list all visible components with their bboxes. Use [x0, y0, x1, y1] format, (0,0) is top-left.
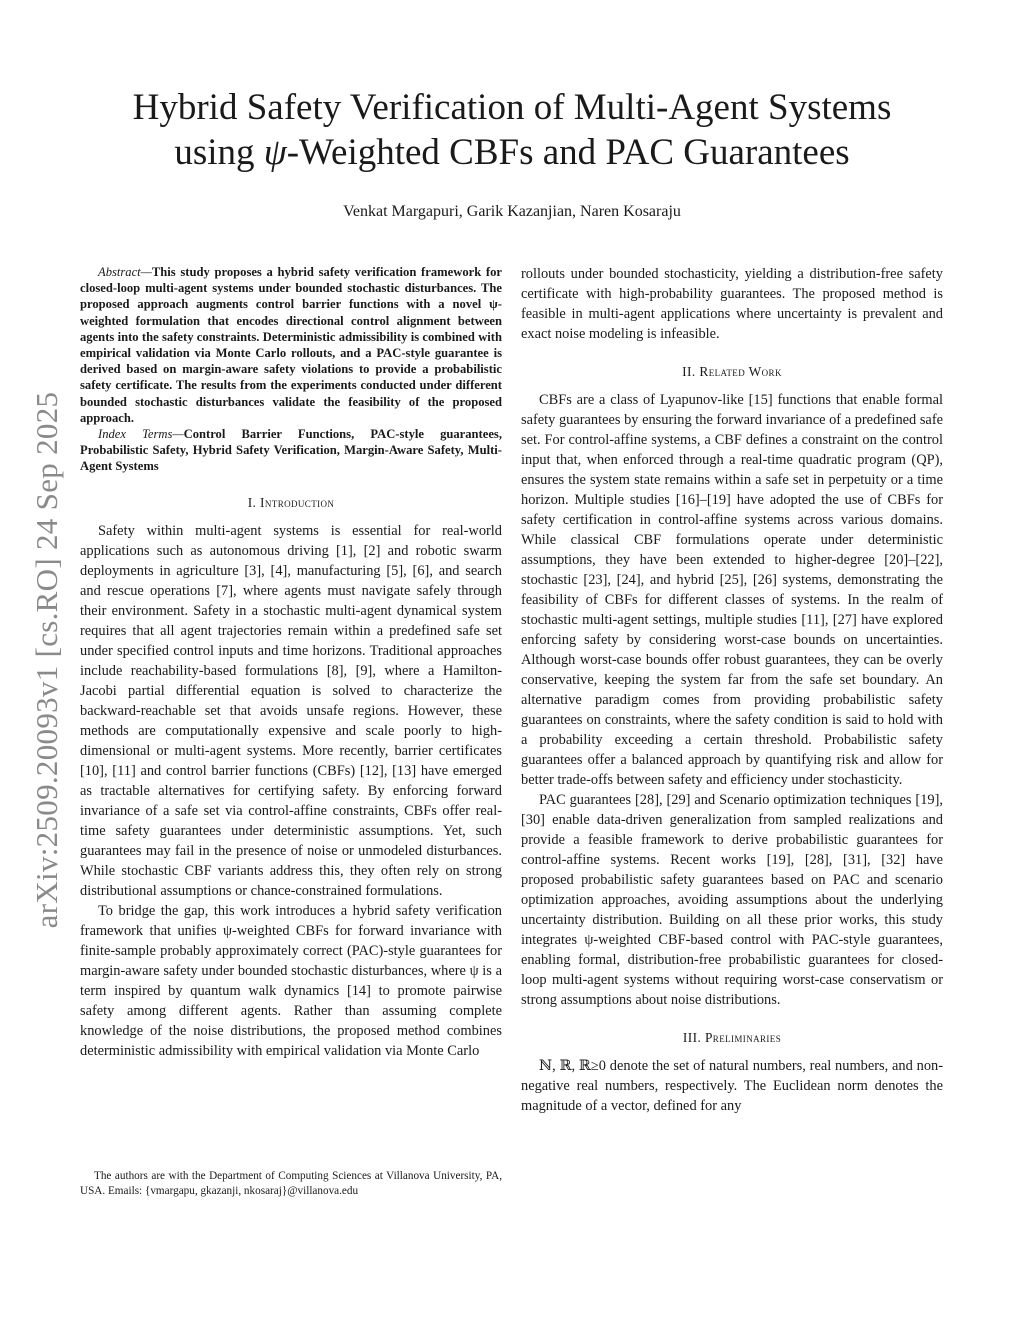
title-line-1: Hybrid Safety Verification of Multi-Agent Systems — [132, 87, 892, 128]
footnote-text: The authors are with the Department of Computing Sciences at Villanova University, PA, USA. Emails: {vmargapu, gkazanji, nkosaraj}@villanova.edu — [80, 1170, 502, 1197]
title-line-2-suffix: -Weighted CBFs and PAC Guarantees — [286, 132, 850, 173]
abstract-body: This study proposes a hybrid safety verification framework for closed-loop multi-agent systems under bounded stochastic disturbances. The proposed approach augments control barrier functions with a novel ψ-weighted formulation that encodes directional control alignment between agents into the safety constraints. Deterministic admissibility is combined with empirical validation via Monte Carlo rollouts, and a PAC-style guarantee is derived based on margin-aware safety violations to provide a probabilistic safety certificate. The results from the experiments conducted under different bounded stochastic disturbances validate the feasibility of the proposed approach. — [80, 265, 502, 425]
title-line-2-prefix: using — [174, 132, 264, 173]
index-terms-body: Control Barrier Functions, PAC-style guarantees, Probabilistic Safety, Hybrid Safety Verification, Margin-Aware Safety, Multi-Agent Systems — [80, 427, 502, 474]
preliminaries-paragraph-1: ℕ, ℝ, ℝ≥0 denote the set of natural numbers, real numbers, and non-negative real numbers, respectively. The Euclidean norm denotes the magnitude of a vector, defined for any — [521, 1058, 943, 1114]
abstract-label: Abstract— — [98, 265, 152, 279]
related-work-paragraph-2: PAC guarantees [28], [29] and Scenario optimization techniques [19], [30] enable data-driven generalization from sampled realizations and provide a feasible framework to derive probabilistic guarantees for control-affine systems. Recent works [19], [28], [31], [32] have proposed probabilistic safety guarantees based on PAC and scenario optimization approaches, avoiding assumptions about the underlying uncertainty distribution. Building on all these prior works, this study integrates ψ-weighted CBF-based control with PAC-style guarantees, enabling formal, distribution-free probabilistic guarantees for closed-loop multi-agent systems without requiring worst-case conservatism or strong assumptions about noise distributions. — [521, 792, 943, 1008]
title-line-2 — [60, 130, 964, 175]
author-list: Venkat Margapuri, Garik Kazanjian, Naren Kosaraju — [343, 203, 681, 220]
section-heading-related-work: II. Related Work — [682, 364, 782, 379]
intro-paragraph-1: Safety within multi-agent systems is essential for real-world applications such as autonomous driving [1], [2] and robotic swarm deployments in agriculture [3], [4], manufacturing [5], [6], and search and rescue operations [7], where agents must navigate safely through their environment. Safety in a stochastic multi-agent dynamical system requires that all agent trajectories remain within a predefined safe set under specified control inputs and time horizons. Traditional approaches include reachability-based formulations [8], [9], where a Hamilton-Jacobi partial differential equation is solved to characterize the backward-reachable set that avoids unsafe regions. However, these methods are computationally expensive and scale poorly to high-dimensional or multi-agent systems. More recently, barrier certificates [10], [11] and control barrier functions (CBFs) [12], [13] have emerged as tractable alternatives for certifying safety. By enforcing forward invariance of a safe set via control-affine constraints, CBFs offer real-time safety guarantees under deterministic assumptions. Yet, such guarantees may fail in the presence of noise or unmodeled disturbances. While stochastic CBF variants address this, they often rely on strong distributional assumptions or chance-constrained formulations. — [80, 522, 502, 899]
author-footnote — [80, 1169, 502, 1199]
index-terms-label: Index Terms— — [98, 427, 184, 442]
paper-title — [60, 85, 964, 175]
index-terms — [80, 426, 502, 475]
abstract — [80, 264, 502, 426]
section-heading-introduction: I. Introduction — [247, 494, 335, 510]
section-heading-preliminaries: III. Preliminaries — [682, 1030, 782, 1045]
arxiv-identifier: arXiv:2509.20093v1 [cs.RO] 24 Sep 2025 — [29, 391, 64, 929]
left-column — [80, 264, 502, 1061]
psi-symbol: ψ — [263, 132, 287, 173]
intro-paragraph-2: To bridge the gap, this work introduces a hybrid safety verification framework that unifies ψ-weighted CBFs for forward invariance with finite-sample probably approximately correct (PAC)-style guarantees for margin-aware safety under bounded stochastic disturbances, where ψ is a term inspired by quantum walk dynamics [14] to promote pairwise safety among different agents. Rather than assuming complete knowledge of the noise distributions, the proposed method combines deterministic admissibility with empirical validation via Monte Carlo — [80, 902, 502, 1059]
intro-paragraph-2-continued: rollouts under bounded stochasticity, yielding a distribution-free safety certificate with high-probability guarantees. The proposed method is feasible in multi-agent applications where uncertainty is prevalent and exact noise modeling is infeasible. — [521, 266, 943, 342]
right-column — [521, 264, 943, 1116]
related-work-paragraph-1: CBFs are a class of Lyapunov-like [15] functions that enable formal safety guarantees by ensuring the forward invariance of a predefined safe set. For control-affine systems, a CBF defines a constraint on the control input that, when enforced through a real-time quadratic program (QP), ensures the system state remains within a safe set in perpetuity or a time horizon. Multiple studies [16]–[19] have adopted the use of CBFs for safety certification in control-affine systems across various domains. While classical CBF formulations operate under deterministic assumptions, they have been extended to higher-degree [20]–[22], stochastic [23], [24], and hybrid [25], [26] systems, demonstrating the feasibility of CBFs for different classes of systems. In the realm of stochastic multi-agent settings, multiple studies [11], [27] have explored enforcing safety by considering worst-case bounds on uncertainties. Although worst-case bounds offer robust guarantees, they can be overly conservative, keeping the system far from the safe set boundary. An alternative paradigm comes from providing probabilistic safety guarantees on constraints, where the safety condition is said to hold with a probability exceeding a certain threshold. Probabilistic safety guarantees offer a balanced approach by quantifying risk and allow for better trade-offs between safety and efficiency under stochasticity. — [521, 392, 943, 788]
